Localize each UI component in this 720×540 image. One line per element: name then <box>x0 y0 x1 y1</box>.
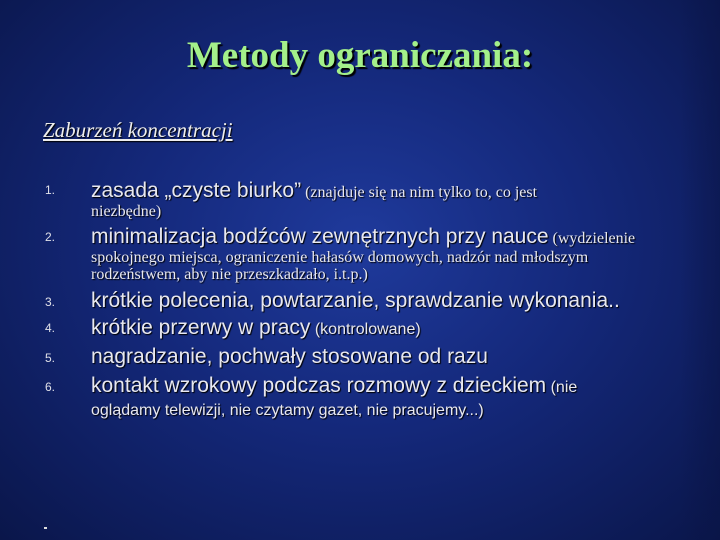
list-item-continuation: oglądamy telewizji, nie czytamy gazet, nie pracujemy...) <box>91 402 484 419</box>
list-item-text <box>91 289 711 313</box>
bullet-dot <box>44 527 47 529</box>
list-item-continuation: niezbędne) <box>91 203 162 220</box>
list-item-text <box>91 225 711 283</box>
list-number: 3. <box>45 295 56 309</box>
list-item-text <box>91 179 711 220</box>
list-number: 6. <box>45 380 56 394</box>
list-item-detail: (wydzielenie <box>548 230 636 247</box>
list-item-text <box>91 316 711 340</box>
list-item-continuation: rodzeństwem, aby nie przeszkadzało, i.t.p.) <box>91 266 368 283</box>
slide-title: Metody ograniczania: <box>186 35 534 76</box>
list-item-main: minimalizacja bodźców zewnętrznych przy nauce <box>91 225 549 248</box>
list-item-main: krótkie polecenia, powtarzanie, sprawdzanie wykonania.. <box>91 289 620 312</box>
list-item-detail: (znajduje się na nim tylko to, co jest <box>301 184 538 201</box>
list-item-main: zasada „czyste biurko” <box>91 179 302 202</box>
list-item-main: krótkie przerwy w pracy <box>91 316 311 339</box>
list-item-continuation: spokojnego miejsca, ograniczenie hałasów domowych, nadzór nad młodszym <box>91 249 589 266</box>
list-item-text <box>91 345 711 369</box>
list-number: 2. <box>45 230 56 244</box>
list-item-text <box>91 374 711 419</box>
list-item-main: kontakt wzrokowy podczas rozmowy z dzieckiem <box>91 374 547 397</box>
list-number: 1. <box>45 183 56 197</box>
slide-subtitle: Zaburzeń koncentracji <box>43 118 233 142</box>
list-item-detail: (kontrolowane) <box>310 321 421 338</box>
list-item-main: nagradzanie, pochwały stosowane od razu <box>91 345 488 368</box>
list-number: 5. <box>45 351 56 365</box>
list-number: 4. <box>45 321 56 335</box>
list-item-detail: (nie <box>546 379 578 396</box>
